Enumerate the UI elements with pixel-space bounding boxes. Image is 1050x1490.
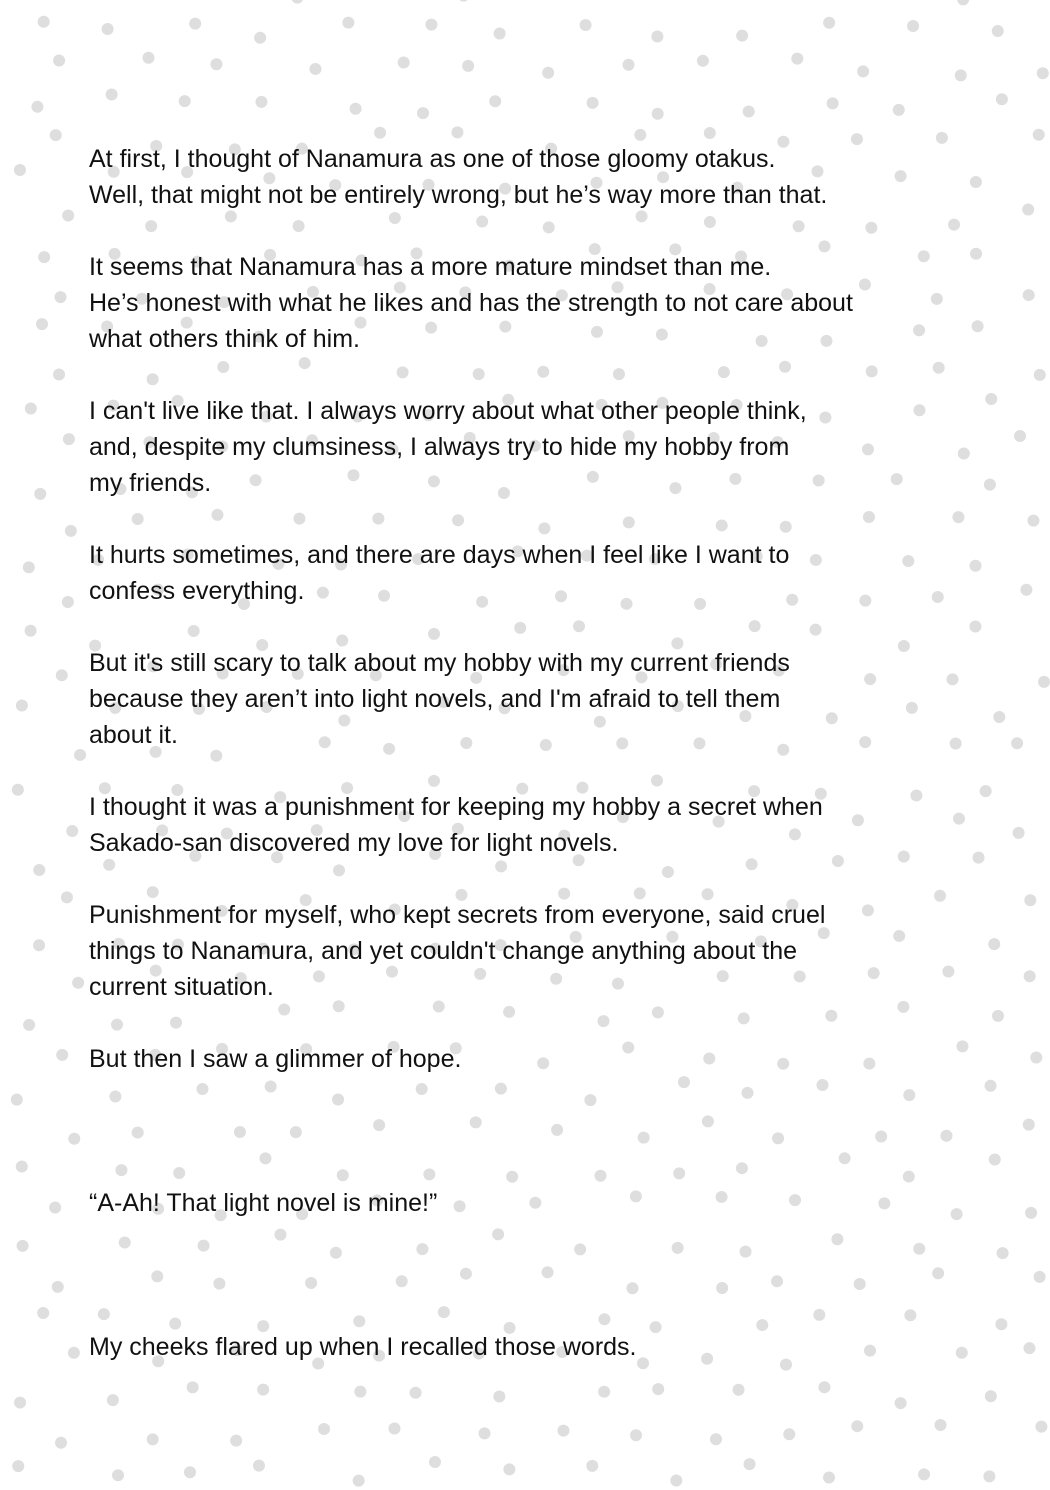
background-dot [503, 1463, 515, 1475]
text-line: my friends. [89, 469, 212, 497]
background-dot [68, 1133, 80, 1145]
background-dot [23, 1019, 35, 1031]
background-dot [1034, 1271, 1046, 1283]
background-dot [184, 1466, 196, 1478]
background-dot [189, 18, 201, 30]
background-dot [462, 60, 474, 72]
background-dot [857, 65, 869, 77]
background-dot [918, 1468, 930, 1480]
background-dot [50, 129, 62, 141]
text-line: But it's still scary to talk about my hobby with my current friends [89, 649, 790, 677]
background-dot [255, 96, 267, 108]
background-dot [68, 1347, 80, 1359]
background-dot [61, 891, 73, 903]
background-dot [112, 1469, 124, 1481]
background-dot [851, 1420, 863, 1432]
background-dot [14, 164, 26, 176]
text-line: “A-Ah! That light novel is mine!” [89, 1189, 438, 1217]
background-dot [451, 126, 463, 138]
paragraph-1 [89, 141, 1030, 213]
background-dot [309, 63, 321, 75]
background-dot [587, 97, 599, 109]
background-dot [12, 1460, 24, 1472]
paragraph-8 [89, 1041, 1030, 1077]
text-line: things to Nanamura, and yet couldn't change anything about the [89, 937, 798, 965]
background-dot [12, 784, 24, 796]
background-dot [823, 1471, 835, 1483]
background-dot [55, 1437, 67, 1449]
background-dot [72, 977, 84, 989]
background-dot [710, 1433, 722, 1445]
paragraph-6 [89, 789, 1030, 861]
paragraph-5 [89, 645, 1030, 753]
background-dot [179, 95, 191, 107]
background-dot [36, 318, 48, 330]
background-dot [254, 32, 266, 44]
dialogue-line [89, 1185, 1030, 1221]
background-dot [791, 53, 803, 65]
background-dot [53, 368, 65, 380]
background-dot [52, 1281, 64, 1293]
background-dot [74, 749, 86, 761]
background-dot [62, 210, 74, 222]
background-dot [350, 103, 362, 115]
background-dot [63, 433, 75, 445]
background-dot [102, 23, 114, 35]
paragraph-3 [89, 393, 1030, 501]
text-line: But then I saw a glimmer of hope. [89, 1045, 462, 1073]
background-dot [66, 825, 78, 837]
text-line: It seems that Nanamura has a more mature mindset than me. [89, 253, 772, 281]
text-line: Sakado-san discovered my love for light novels. [89, 829, 619, 857]
background-dot [736, 30, 748, 42]
background-dot [253, 1460, 265, 1472]
background-dot [1038, 676, 1050, 688]
background-dot [56, 1049, 68, 1061]
text-line: He’s honest with what he likes and has the strength to not care about [89, 289, 853, 317]
background-dot [388, 1422, 400, 1434]
background-dot [33, 939, 45, 951]
text-line: I thought it was a punishment for keeping my hobby a secret when [89, 793, 823, 821]
background-dot [429, 1456, 441, 1468]
background-dot [827, 97, 839, 109]
background-dot [353, 1475, 365, 1487]
background-dot [783, 1428, 795, 1440]
background-dot [1037, 67, 1049, 79]
background-dot [23, 561, 35, 573]
background-dot [957, 0, 969, 5]
text-line: Punishment for myself, who kept secrets from everyone, said cruel [89, 901, 826, 929]
text-line: At first, I thought of Nanamura as one of those gloomy otakus. [89, 145, 776, 173]
background-dot [11, 1094, 23, 1106]
background-dot [62, 596, 74, 608]
text-line: I can't live like that. I always worry about what other people think, [89, 397, 807, 425]
text-line: Well, that might not be entirely wrong, but he’s way more than that. [89, 181, 828, 209]
background-dot [318, 1423, 330, 1435]
background-dot [996, 93, 1008, 105]
background-dot [342, 17, 354, 29]
background-dot [16, 1161, 28, 1173]
background-dot [25, 403, 37, 415]
background-dot [16, 700, 28, 712]
background-dot [31, 101, 43, 113]
background-dot [580, 19, 592, 31]
background-dot [56, 669, 68, 681]
background-dot [1033, 129, 1045, 141]
background-dot [1034, 369, 1046, 381]
background-dot [55, 291, 67, 303]
background-dot [744, 1458, 756, 1470]
paragraph-4 [89, 537, 1030, 609]
text-line: current situation. [89, 973, 274, 1001]
text-line: because they aren’t into light novels, and I'm afraid to tell them [89, 685, 781, 713]
background-dot [652, 108, 664, 120]
text-line: and, despite my clumsiness, I always try to hide my hobby from [89, 433, 790, 461]
text-line: what others think of him. [89, 325, 360, 353]
background-dot [14, 1397, 26, 1409]
background-dot [704, 127, 716, 139]
background-dot [65, 525, 77, 537]
background-dot [494, 27, 506, 39]
text-line: My cheeks flared up when I recalled those words. [89, 1333, 637, 1361]
background-dot [907, 20, 919, 32]
background-dot [586, 1460, 598, 1472]
background-dot [374, 127, 386, 139]
text-line: It hurts sometimes, and there are days when I feel like I want to [89, 541, 790, 569]
text-line: confess everything. [89, 577, 305, 605]
background-dot [398, 56, 410, 68]
background-dot [983, 1470, 995, 1482]
background-dot [53, 54, 65, 66]
background-dot [934, 1419, 946, 1431]
background-dot [38, 251, 50, 263]
paragraph-10 [89, 1329, 1030, 1365]
background-dot [17, 1240, 29, 1252]
background-dot [38, 16, 50, 28]
background-dot [634, 129, 646, 141]
background-dot [623, 59, 635, 71]
background-dot [25, 625, 37, 637]
background-dot [291, 0, 303, 4]
background-dot [992, 25, 1004, 37]
background-dot [230, 1435, 242, 1447]
background-dot [670, 1475, 682, 1487]
background-dot [417, 107, 429, 119]
background-dot [630, 1429, 642, 1441]
background-dot [743, 105, 755, 117]
background-dot [37, 1307, 49, 1319]
background-dot [210, 58, 222, 70]
background-dot [651, 31, 663, 43]
background-dot [697, 55, 709, 67]
background-dot [33, 864, 45, 876]
background-dot [34, 488, 46, 500]
background-dot [557, 1425, 569, 1437]
background-dot [955, 69, 967, 81]
background-dot [143, 52, 155, 64]
paragraph-7 [89, 897, 1030, 1005]
background-dot [425, 19, 437, 31]
background-dot [147, 1433, 159, 1445]
text-line: about it. [89, 721, 178, 749]
background-dot [489, 95, 501, 107]
background-dot [1035, 1421, 1047, 1433]
background-dot [823, 17, 835, 29]
background-dot [49, 1202, 61, 1214]
document-page [89, 141, 1030, 1401]
background-dot [542, 67, 554, 79]
background-dot [893, 104, 905, 116]
background-dot [106, 88, 118, 100]
paragraph-2 [89, 249, 1030, 357]
background-dot [479, 1427, 491, 1439]
background-dot [1030, 1051, 1042, 1063]
background-dot [458, 0, 470, 2]
